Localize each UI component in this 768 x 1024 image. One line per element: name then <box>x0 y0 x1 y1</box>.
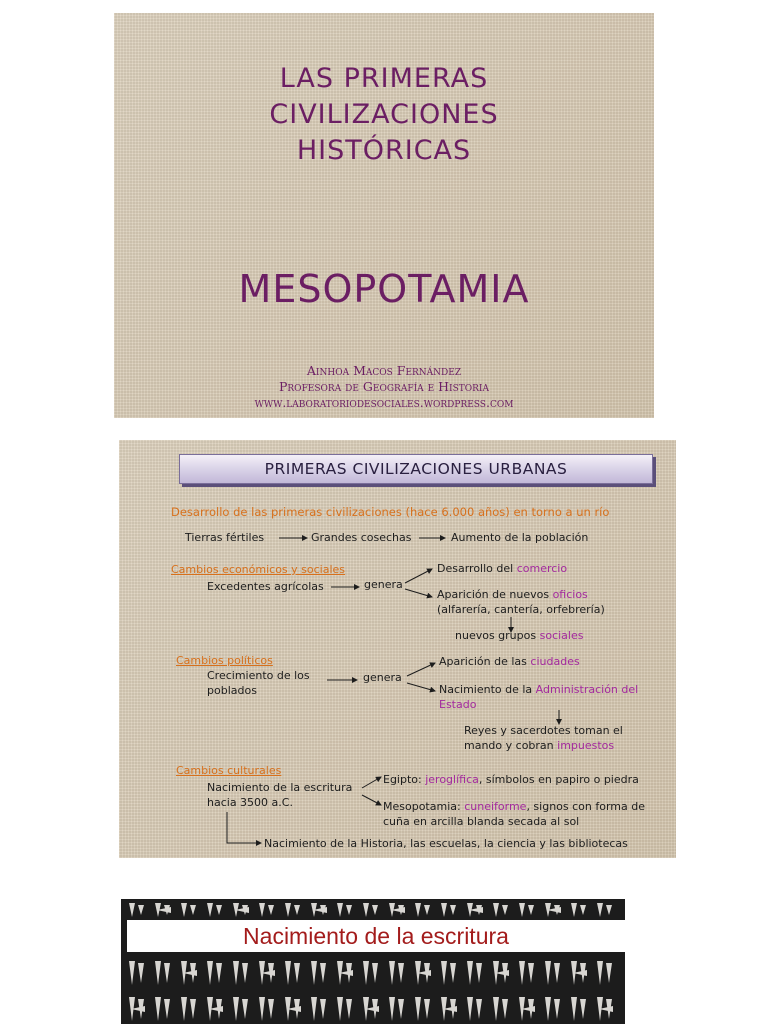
keyword-sociales: sociales <box>539 629 584 642</box>
economic-heading: Cambios económicos y sociales <box>171 563 346 576</box>
political-cause-2: poblados <box>207 684 257 697</box>
title-line-2: CIVILIZACIONES <box>269 99 499 130</box>
cultural-cause-1: Nacimiento de la escritura <box>207 781 353 794</box>
subtitle: MESOPOTAMIA <box>238 267 530 311</box>
political-cause-1: Crecimiento de los <box>207 669 310 682</box>
arrow-political-out2 <box>407 683 435 691</box>
political-result-1: Reyes y sacerdotes toman el <box>464 724 623 737</box>
keyword-jeroglifica: jeroglífica <box>425 773 479 786</box>
arrow-economic-out1 <box>405 569 432 583</box>
arrow-cultural-out2 <box>362 795 381 805</box>
economic-cause: Excedentes agrícolas <box>207 580 324 593</box>
concept-map-arrows <box>119 440 676 858</box>
title-line-1: LAS PRIMERAS <box>279 63 489 94</box>
arrow-economic-out2 <box>405 589 432 597</box>
slide-writing <box>121 899 625 1024</box>
political-output-2: Nacimiento de la Administración del <box>439 683 639 696</box>
author-role: Profesora de Geografía e Historia <box>279 379 489 394</box>
arrow-cultural-final <box>227 812 261 843</box>
keyword-ciudades: ciudades <box>530 655 580 668</box>
chain-item-2: Grandes cosechas <box>311 531 412 544</box>
economic-output-1: Desarrollo del comercio <box>437 562 568 575</box>
keyword-comercio: comercio <box>516 562 568 575</box>
keyword-administracion: Administración del <box>535 683 639 696</box>
economic-output-2: Aparición de nuevos oficios <box>437 588 588 601</box>
arrow-cultural-out1 <box>362 777 381 788</box>
writing-title: Nacimiento de la escritura <box>243 923 509 949</box>
author: Ainhoa Macos Fernández <box>306 363 462 378</box>
cultural-output-2-detail: cuña en arcilla blanda secada al sol <box>383 815 580 828</box>
economic-result: nuevos grupos sociales <box>455 629 584 642</box>
keyword-cuneiforme: cuneiforme <box>464 800 527 813</box>
economic-output-2-detail: (alfarería, cantería, orfebrería) <box>437 603 605 616</box>
cuneiform-tablet-image <box>121 899 625 1024</box>
cultural-output-2: Mesopotamia: cuneiforme, signos con forma de <box>383 800 646 813</box>
slide-urban-civilizations <box>119 440 676 858</box>
intro-text: Desarrollo de las primeras civilizaciones (hace 6.000 años) en torno a un río <box>171 505 610 519</box>
keyword-estado: Estado <box>439 698 477 711</box>
main-title <box>114 61 654 169</box>
title-line-3: HISTÓRICAS <box>296 135 472 166</box>
political-result-2: mando y cobran impuestos <box>464 739 615 752</box>
slide-title <box>114 13 654 418</box>
keyword-oficios: oficios <box>552 588 588 601</box>
economic-verb: genera <box>364 578 403 591</box>
chain-item-3: Aumento de la población <box>451 531 589 544</box>
slide-banner: PRIMERAS CIVILIZACIONES URBANAS <box>179 454 653 484</box>
cultural-cause-2: hacia 3500 a.C. <box>207 796 293 809</box>
cultural-output-1: Egipto: jeroglífica, símbolos en papiro o piedra <box>383 773 639 786</box>
keyword-impuestos: impuestos <box>557 739 615 752</box>
political-output-1: Aparición de las ciudades <box>439 655 580 668</box>
website: www.laboratoriodesociales.wordpress.com <box>254 395 514 410</box>
chain-item-1: Tierras fértiles <box>185 531 265 544</box>
political-verb: genera <box>363 671 402 684</box>
cultural-final: Nacimiento de la Historia, las escuelas, la ciencia y las bibliotecas <box>264 837 628 850</box>
political-heading: Cambios políticos <box>176 654 273 667</box>
arrow-political-out1 <box>407 663 435 676</box>
cultural-heading: Cambios culturales <box>176 764 282 777</box>
